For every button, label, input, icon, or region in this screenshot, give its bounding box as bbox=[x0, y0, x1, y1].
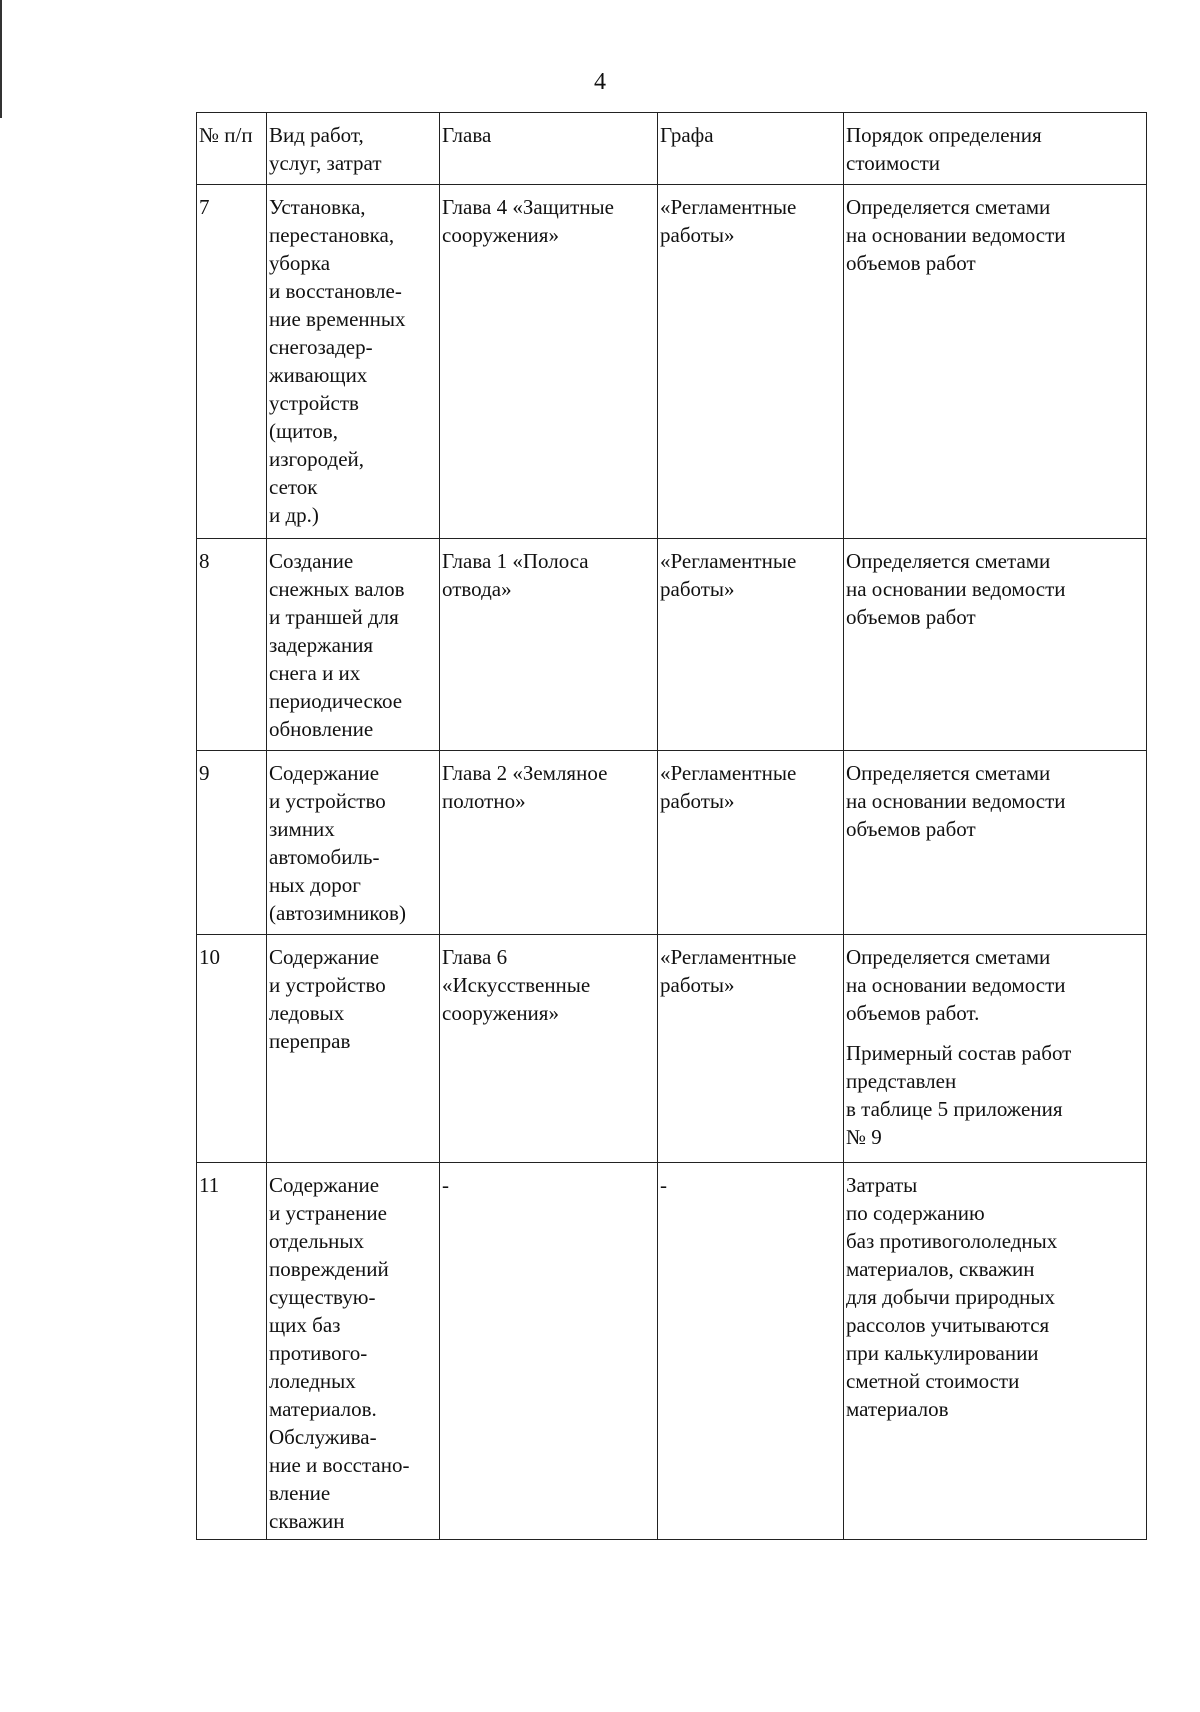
row-type-cell: Содержание и устранение отдельных повреждений существую- щих баз противого- лоледных материалов. Обслужива- ние и восстано- вление скважин bbox=[267, 1163, 440, 1540]
row-num-cell: 9 bbox=[197, 751, 267, 935]
header-order: Порядок определения стоимости bbox=[844, 113, 1147, 185]
header-column: Графа bbox=[658, 113, 844, 185]
row-num-cell: 11 bbox=[197, 1163, 267, 1540]
header-chapter: Глава bbox=[440, 113, 658, 185]
row-column-cell: «Регламентные работы» bbox=[658, 751, 844, 935]
table-header-row bbox=[197, 113, 1147, 185]
row-chapter-cell: Глава 4 «Защитные сооружения» bbox=[440, 185, 658, 539]
row-column-cell: «Регламентные работы» bbox=[658, 935, 844, 1163]
row-order-cell: Определяется сметами на основании ведомости объемов работ bbox=[844, 539, 1147, 751]
header-num: № п/п bbox=[197, 113, 267, 185]
table-row bbox=[197, 185, 1147, 539]
row-order-cell: Определяется сметами на основании ведомости объемов работ bbox=[844, 185, 1147, 539]
row-type-cell: Содержание и устройство ледовых переправ bbox=[267, 935, 440, 1163]
scan-edge-mark bbox=[0, 0, 2, 118]
row-chapter-cell: Глава 6 «Искусственные сооружения» bbox=[440, 935, 658, 1163]
row-num-cell: 8 bbox=[197, 539, 267, 751]
page-number: 4 bbox=[594, 69, 606, 95]
row-column-cell: «Регламентные работы» bbox=[658, 185, 844, 539]
row-type-cell: Установка, перестановка, уборка и восстановле- ние временных снегозадер- живающих устройств (щитов, изгородей, сеток и др.) bbox=[267, 185, 440, 539]
row-num-cell: 10 bbox=[197, 935, 267, 1163]
works-table bbox=[196, 112, 1147, 1540]
row-chapter-cell: - bbox=[440, 1163, 658, 1540]
row-type-cell: Создание снежных валов и траншей для задержания снега и их периодическое обновление bbox=[267, 539, 440, 751]
row-chapter-cell: Глава 1 «Полоса отвода» bbox=[440, 539, 658, 751]
row-type-cell: Содержание и устройство зимних автомобиль- ных дорог (автозимников) bbox=[267, 751, 440, 935]
row-column-cell: - bbox=[658, 1163, 844, 1540]
row-column-cell: «Регламентные работы» bbox=[658, 539, 844, 751]
row-num-cell: 7 bbox=[197, 185, 267, 539]
table-row bbox=[197, 935, 1147, 1163]
header-type: Вид работ, услуг, затрат bbox=[267, 113, 440, 185]
table-row bbox=[197, 751, 1147, 935]
row-order-cell: Определяется сметами на основании ведомости объемов работ. Примерный состав работ представлен в таблице 5 приложения № 9 bbox=[844, 935, 1147, 1163]
row-order-cell: Затраты по содержанию баз противогололедных материалов, скважин для добычи природных рассолов учитываются при калькулировании сметной стоимости материалов bbox=[844, 1163, 1147, 1540]
row-order-cell: Определяется сметами на основании ведомости объемов работ bbox=[844, 751, 1147, 935]
table-row bbox=[197, 539, 1147, 751]
order-note: Примерный состав работ представлен в таблице 5 приложения № 9 bbox=[846, 1041, 1072, 1149]
row-chapter-cell: Глава 2 «Земляное полотно» bbox=[440, 751, 658, 935]
table-row bbox=[197, 1163, 1147, 1540]
